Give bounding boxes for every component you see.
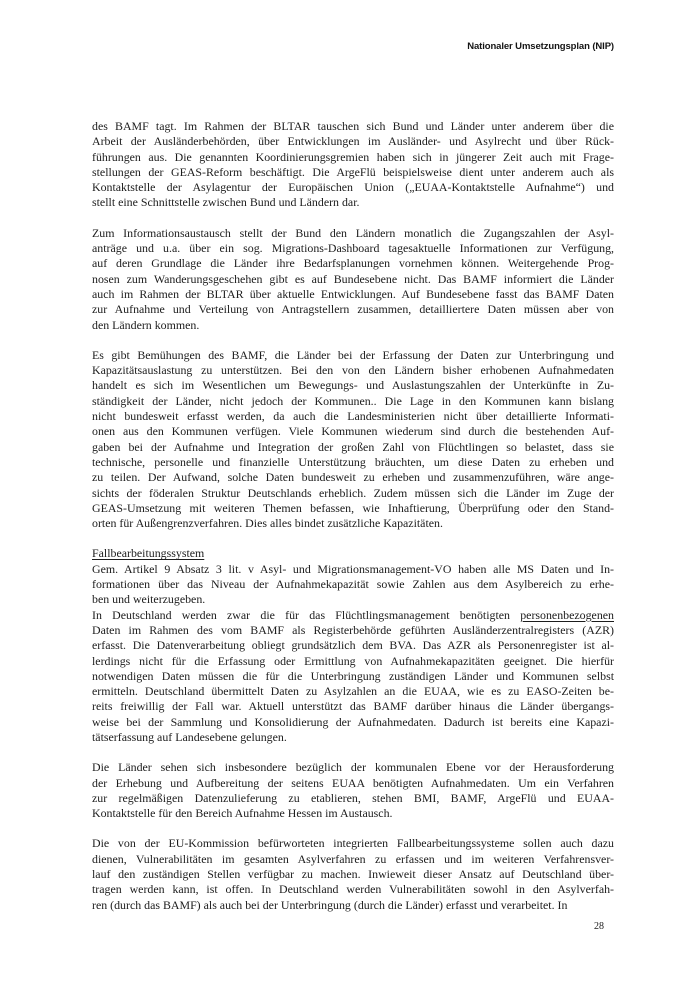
- text-line: lauf den zuständigen Stellen verfügbar zu machen. Inwieweit dieser Ansatz auf Deutschland über-: [92, 867, 614, 882]
- text-line: anträge und u.a. über ein sog. Migrations-Dashboard tagesaktuelle Informationen zur Verfügung,: [92, 241, 614, 256]
- paragraph: [92, 760, 614, 821]
- text-line: zu teilen. Der Aufwand, solche Daten bundesweit zu erheben und zusammenzuführen, wäre ange-: [92, 470, 614, 485]
- text-line: erfasst. Die Datenverarbeitung obliegt grundsätzlich dem BVA. Das AZR als Personenregister ist al-: [92, 638, 614, 653]
- text-line: stellt eine Schnittstelle zwischen Bund und Ländern dar.: [92, 195, 360, 210]
- text-line: ren (durch das BAMF) als auch bei der Unterbringung (durch die Länder) erfasst und verarbeitet. In: [92, 897, 568, 912]
- text-line: führungen aus. Die genannten Koordinierungsgremien haben sich in jüngerer Zeit auch mit Frage-: [92, 149, 614, 164]
- text-line: zur regelmäßigen Datenzulieferung zu etablieren, stehen BMI, BAMF, ArgeFlü und EUAA-: [92, 790, 614, 805]
- text-line: den Ländern kommen.: [92, 317, 200, 332]
- underlined-text: personenbezogenen: [520, 607, 614, 622]
- text-line: ermitteln. Deutschland übermittelt Daten zu Asylzahlen an die EUAA, wie es zu EASO-Zeiten be-: [92, 684, 614, 699]
- text-line: tätserfassung auf Landesebene gelungen.: [92, 729, 287, 744]
- text-line: auch im Rahmen der BLTAR über aktuelle Entwicklungen. Auf Bundesebene fasst das BAMF Daten: [92, 286, 614, 301]
- page-number: 28: [594, 921, 604, 932]
- text-line: onen aus den Kommunen verfügen. Viele Kommunen wiederum sind durch die bestehenden Auf-: [92, 424, 614, 439]
- paragraph: [92, 226, 614, 333]
- text-line: ben und weiterzugeben.: [92, 592, 206, 607]
- paragraph: [92, 608, 614, 746]
- text-line: dienen, Vulnerabilitäten im gesamten Asylverfahren zu erfassen und im weiteren Verfahrensver-: [92, 851, 614, 866]
- paragraph: [92, 562, 614, 608]
- text-line: [92, 546, 614, 561]
- text-line: Es gibt Bemühungen des BAMF, die Länder bei der Erfassung der Daten zur Unterbringung und: [92, 347, 614, 362]
- text-line: formationen über das Niveau der Aufnahmekapazität sowie Zahlen aus dem Asylbereich zu erhe-: [92, 577, 614, 592]
- running-header: Nationaler Umsetzungsplan (NIP): [467, 41, 614, 52]
- text-line: reits freiwillig der Fall war. Aktuell unterstützt das BAMF darüber hinaus die Länder übergangs-: [92, 699, 614, 714]
- text-line: [92, 608, 614, 623]
- text-line: Die Länder sehen sich insbesondere bezüglich der kommunalen Ebene vor der Herausforderung: [92, 760, 614, 775]
- text-line: auf deren Grundlage die Länder ihre Bedarfsplanungen vornehmen können. Weitergehende Prog-: [92, 256, 614, 271]
- text-line: technische, personelle und finanzielle Unterstützung bräuchten, um diese Daten zu erheben und: [92, 454, 614, 469]
- text-line: Die von der EU-Kommission befürworteten integrierten Fallbearbeitungssysteme sollen auch dazu: [92, 836, 614, 851]
- text-line: Gem. Artikel 9 Absatz 3 lit. v Asyl- und Migrationsmanagement-VO haben alle MS Daten und In-: [92, 561, 614, 576]
- paragraph: [92, 119, 614, 211]
- text-line: orten für Außengrenzverfahren. Dies alles bindet zusätzliche Kapazitäten.: [92, 516, 443, 531]
- text-line: notwendigen Daten müssen die für die Unterbringung zuständigen Länder und Kommunen selbst: [92, 668, 614, 683]
- text-line: lerdings nicht für die Erfassung oder Ermittlung von Aufnahmekapazitäten geeignet. Die hierfür: [92, 653, 614, 668]
- text-line: gaben bei der Aufnahme und Integration der großen Zahl von Flüchtlingen so belastet, dass sie: [92, 439, 614, 454]
- text-line: Kontaktstelle der Asylagentur der Europäischen Union („EUAA-Kontaktstelle Aufnahme“) und: [92, 180, 614, 195]
- paragraph: [92, 836, 614, 912]
- text-line: Kapazitätsauslastung zu unterstützen. Bei den von den Ländern bisher erhobenen Aufnahmedaten: [92, 363, 614, 378]
- text-line: zur Aufnahme und Verteilung von Antragstellern zusammen, detailliertere Daten müssen aber von: [92, 302, 614, 317]
- text-line: sichts der föderalen Struktur Deutschlands erheblich. Zudem müssen sich die Länder im Zuge der: [92, 485, 614, 500]
- text-line: Daten im Rahmen des vom BAMF als Registerbehörde geführten Ausländerzentralregisters (AZR): [92, 622, 614, 637]
- text-line: Arbeit der Ausländerbehörden, über Entwicklungen im Ausländer- und Asylrecht und über Rück-: [92, 134, 614, 149]
- paragraph: [92, 348, 614, 532]
- text-line: des BAMF tagt. Im Rahmen der BLTAR tauschen sich Bund und Länder unter anderem über die: [92, 119, 614, 133]
- underlined-text: Fallbearbeitungssystem: [92, 546, 205, 561]
- text-line: nicht bundesweit erfasst werden, da auch die Landesministerien nicht über detaillierte Informati-: [92, 409, 614, 424]
- text-line: handelt es sich im Wesentlichen um Bewegungs- und Auslastungszahlen der Unterkünfte in Zu-: [92, 378, 614, 393]
- text-line: nosen zum Wanderungsgeschehen gibt es auf Bundesebene nicht. Das BAMF informiert die Länder: [92, 271, 614, 286]
- text-content: [92, 119, 614, 913]
- text-line: stellungen der GEAS-Reform beschäftigt. Die ArgeFlü beispielsweise dient unter anderem auch als: [92, 164, 614, 179]
- text-line: weise bei der Sammlung und Konsolidierung der Aufnahmedaten. Dadurch ist bereits eine Kapazi-: [92, 714, 614, 729]
- text-segment: In Deutschland werden zwar die für das Flüchtlingsmanagement benötigten: [92, 607, 521, 622]
- text-line: Zum Informationsaustausch stellt der Bund den Ländern monatlich die Zugangszahlen der Asyl-: [92, 225, 614, 240]
- text-line: Kontaktstelle für den Bereich Aufnahme Hessen im Austausch.: [92, 806, 393, 821]
- text-line: der Erhebung und Aufbereitung der seitens EUAA benötigten Aufnahmedaten. Um ein Verfahren: [92, 775, 614, 790]
- section-heading: [92, 546, 614, 561]
- text-line: ständigkeit der Länder, nicht jedoch der Kommunen.. Die Lage in den Kommunen kann bislang: [92, 393, 614, 408]
- text-line: GEAS-Umsetzung mit weiteren Themen befassen, wie Inhaftierung, Überprüfung oder den Stand-: [92, 500, 614, 515]
- text-line: tragen werden kann, ist offen. In Deutschland werden Vulnerabilitäten sowohl in den Asylverfah-: [92, 882, 614, 897]
